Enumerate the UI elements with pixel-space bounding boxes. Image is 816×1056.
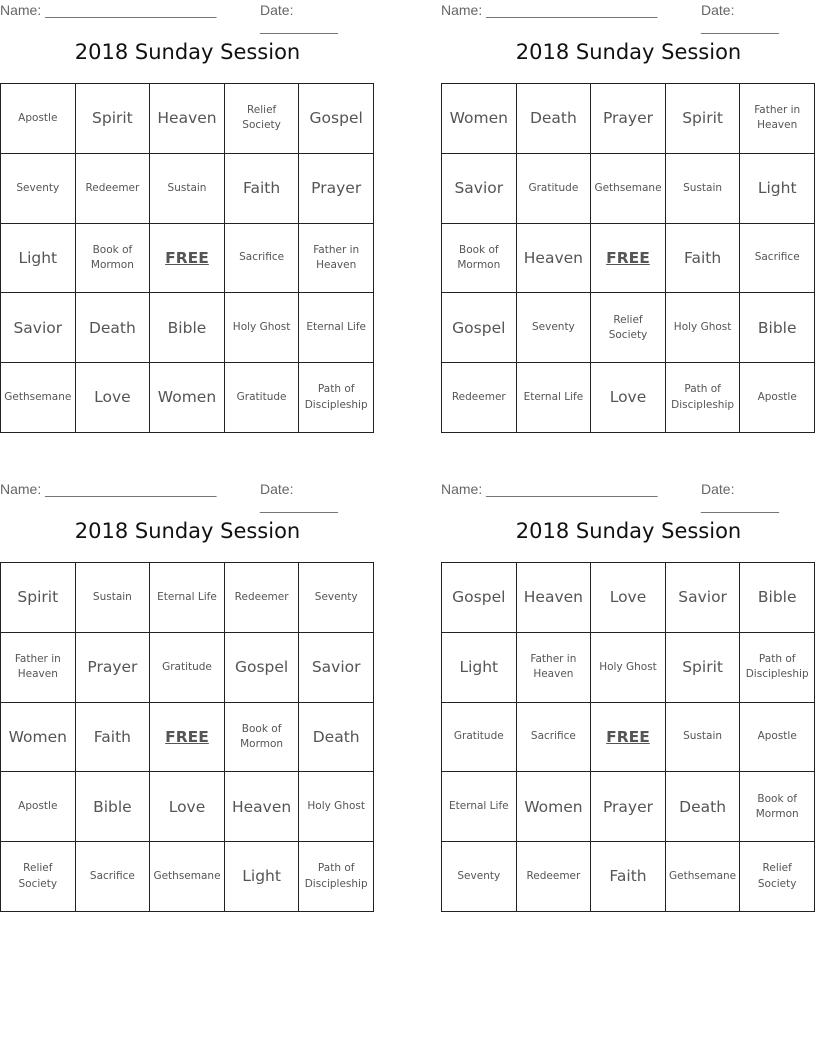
bingo-cell: Prayer (299, 154, 374, 224)
bingo-cell: Redeemer (517, 842, 592, 912)
bingo-cell: Light (1, 224, 76, 294)
bingo-cell: Eternal Life (299, 293, 374, 363)
bingo-cell: Gratitude (442, 703, 517, 773)
bingo-cell: Savior (299, 633, 374, 703)
bingo-grid (441, 562, 815, 912)
bingo-cell: Sustain (150, 154, 225, 224)
bingo-grid (441, 83, 815, 433)
name-field: Name: ______________________ (0, 2, 217, 18)
card-title: 2018 Sunday Session (74, 519, 301, 543)
bingo-grid (0, 562, 374, 912)
bingo-cell: Spirit (666, 84, 741, 154)
bingo-cell: Redeemer (76, 154, 151, 224)
bingo-cell: Relief Society (740, 842, 815, 912)
bingo-cell: Father in Heaven (517, 633, 592, 703)
bingo-cell: Women (442, 84, 517, 154)
date-field: Date: __________ (260, 2, 338, 34)
bingo-cell: Light (225, 842, 300, 912)
bingo-cell: Seventy (442, 842, 517, 912)
bingo-cell: Women (150, 363, 225, 433)
bingo-cell: Father in Heaven (1, 633, 76, 703)
bingo-cell: Light (442, 633, 517, 703)
bingo-cell: Gethsemane (666, 842, 741, 912)
bingo-cell: Women (517, 772, 592, 842)
date-field: Date: __________ (260, 481, 338, 513)
bingo-cell: Gospel (442, 293, 517, 363)
bingo-cell: Seventy (517, 293, 592, 363)
card-header (0, 2, 375, 34)
bingo-cell: Death (666, 772, 741, 842)
bingo-cell: Spirit (1, 563, 76, 633)
bingo-cell: Love (150, 772, 225, 842)
bingo-cell: Prayer (591, 84, 666, 154)
bingo-cell: Eternal Life (442, 772, 517, 842)
bingo-cell: Sustain (666, 703, 741, 773)
free-space: FREE (591, 703, 666, 773)
bingo-cell: Seventy (299, 563, 374, 633)
bingo-cell: Gratitude (225, 363, 300, 433)
bingo-cell: Death (299, 703, 374, 773)
bingo-cell: Death (76, 293, 151, 363)
bingo-cell: Father in Heaven (740, 84, 815, 154)
bingo-cell: Gratitude (150, 633, 225, 703)
bingo-cell: Father in Heaven (299, 224, 374, 294)
card-title: 2018 Sunday Session (74, 40, 301, 64)
bingo-cell: Path of Discipleship (299, 842, 374, 912)
bingo-cell: Eternal Life (150, 563, 225, 633)
card-title: 2018 Sunday Session (515, 40, 742, 64)
bingo-cell: Savior (442, 154, 517, 224)
name-field: Name: ______________________ (441, 2, 658, 18)
bingo-cell: Faith (591, 842, 666, 912)
bingo-cell: Savior (666, 563, 741, 633)
bingo-cell: Relief Society (225, 84, 300, 154)
card-title: 2018 Sunday Session (515, 519, 742, 543)
bingo-cell: Path of Discipleship (740, 633, 815, 703)
date-field: Date: __________ (701, 2, 779, 34)
bingo-cell: Gethsemane (150, 842, 225, 912)
bingo-cell: Prayer (591, 772, 666, 842)
bingo-cell: Sacrifice (225, 224, 300, 294)
card-header (441, 481, 816, 513)
bingo-cell: Book of Mormon (740, 772, 815, 842)
bingo-cell: Faith (76, 703, 151, 773)
bingo-cell: Heaven (150, 84, 225, 154)
bingo-cell: Faith (666, 224, 741, 294)
bingo-cell: Redeemer (225, 563, 300, 633)
bingo-cell: Bible (740, 293, 815, 363)
bingo-cell: Sustain (666, 154, 741, 224)
bingo-cell: Seventy (1, 154, 76, 224)
bingo-cell: Gospel (299, 84, 374, 154)
bingo-cell: Holy Ghost (225, 293, 300, 363)
free-space: FREE (150, 224, 225, 294)
bingo-cell: Sacrifice (76, 842, 151, 912)
bingo-cell: Spirit (76, 84, 151, 154)
bingo-cell: Love (591, 363, 666, 433)
bingo-cell: Heaven (517, 563, 592, 633)
bingo-cell: Prayer (76, 633, 151, 703)
bingo-cell: Apostle (1, 772, 76, 842)
bingo-cell: Gethsemane (1, 363, 76, 433)
bingo-cell: Heaven (517, 224, 592, 294)
bingo-cell: Spirit (666, 633, 741, 703)
bingo-cell: Sacrifice (517, 703, 592, 773)
bingo-cell: Relief Society (591, 293, 666, 363)
bingo-cell: Apostle (1, 84, 76, 154)
bingo-cell: Gospel (442, 563, 517, 633)
bingo-cell: Women (1, 703, 76, 773)
free-space: FREE (150, 703, 225, 773)
card-header (441, 2, 816, 34)
card-header (0, 481, 375, 513)
free-space: FREE (591, 224, 666, 294)
bingo-cell: Bible (150, 293, 225, 363)
bingo-cell: Heaven (225, 772, 300, 842)
name-field: Name: ______________________ (0, 481, 217, 497)
bingo-cell: Path of Discipleship (666, 363, 741, 433)
bingo-cell: Sacrifice (740, 224, 815, 294)
bingo-cell: Redeemer (442, 363, 517, 433)
bingo-cell: Death (517, 84, 592, 154)
bingo-cell: Light (740, 154, 815, 224)
bingo-cell: Book of Mormon (225, 703, 300, 773)
bingo-cell: Faith (225, 154, 300, 224)
bingo-cell: Bible (740, 563, 815, 633)
bingo-cell: Savior (1, 293, 76, 363)
name-field: Name: ______________________ (441, 481, 658, 497)
bingo-cell: Love (591, 563, 666, 633)
bingo-cell: Eternal Life (517, 363, 592, 433)
bingo-cell: Gospel (225, 633, 300, 703)
date-field: Date: __________ (701, 481, 779, 513)
bingo-grid (0, 83, 374, 433)
bingo-cell: Apostle (740, 363, 815, 433)
bingo-cell: Gratitude (517, 154, 592, 224)
bingo-cell: Love (76, 363, 151, 433)
bingo-cell: Relief Society (1, 842, 76, 912)
bingo-cell: Gethsemane (591, 154, 666, 224)
bingo-cell: Holy Ghost (591, 633, 666, 703)
bingo-cell: Holy Ghost (666, 293, 741, 363)
bingo-cell: Sustain (76, 563, 151, 633)
bingo-cell: Path of Discipleship (299, 363, 374, 433)
bingo-cell: Book of Mormon (442, 224, 517, 294)
bingo-cell: Book of Mormon (76, 224, 151, 294)
bingo-cell: Apostle (740, 703, 815, 773)
bingo-cell: Bible (76, 772, 151, 842)
bingo-cell: Holy Ghost (299, 772, 374, 842)
